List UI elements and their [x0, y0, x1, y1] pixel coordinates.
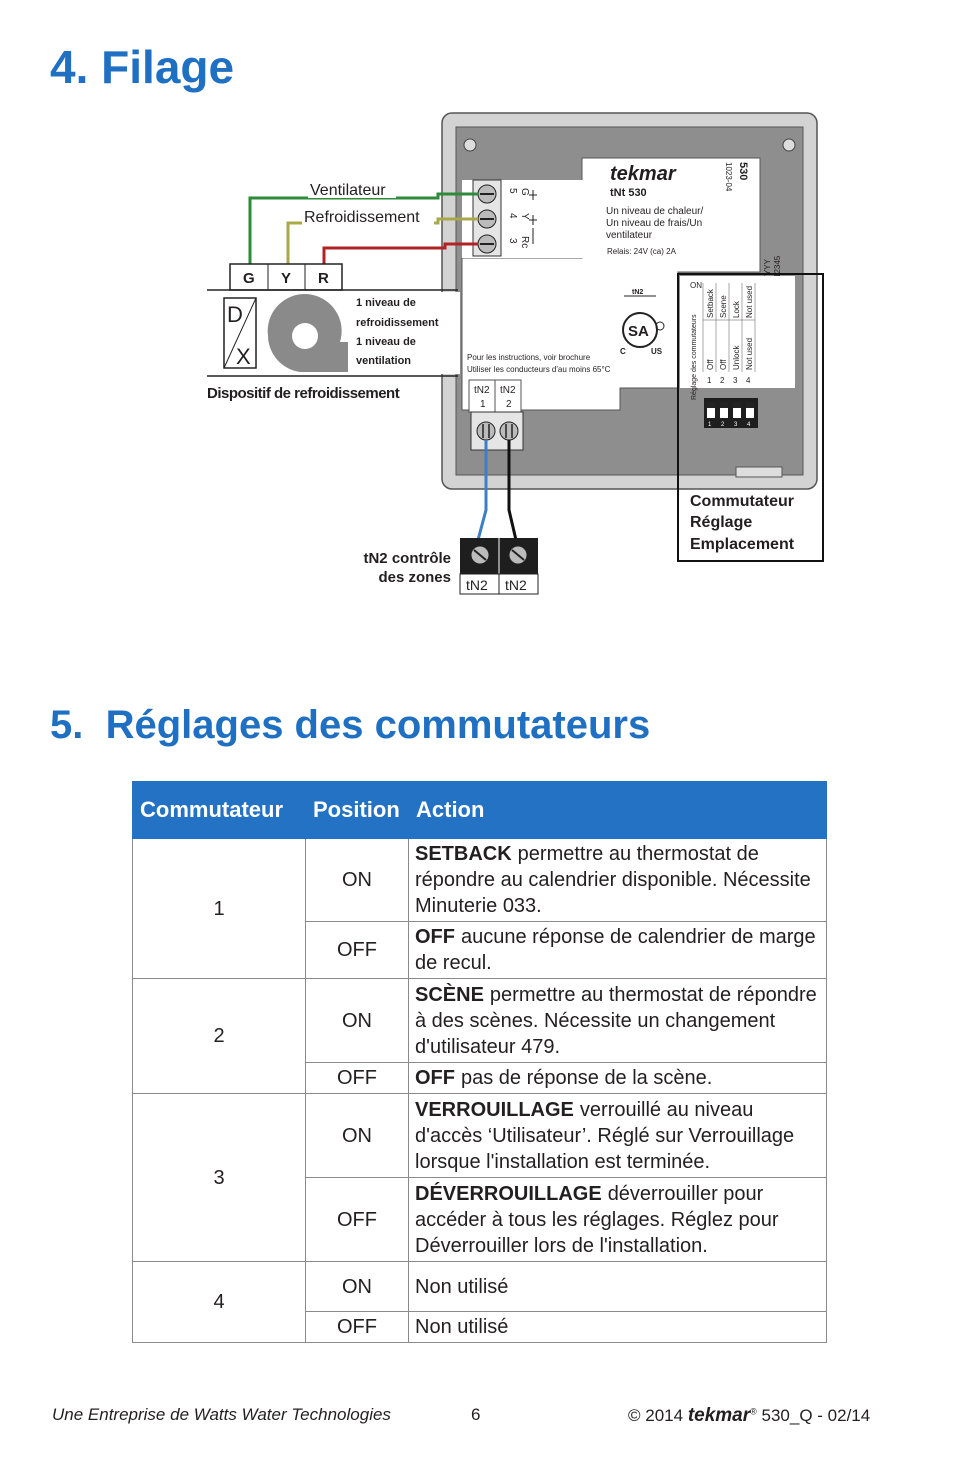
action-text: Non utilisé: [415, 1275, 509, 1298]
terminal-letter: G: [519, 188, 530, 196]
svg-text:D: D: [227, 302, 243, 327]
tn2-pin-num: 1: [480, 399, 486, 410]
section-5-text: Réglages des commutateurs: [105, 703, 651, 747]
section-4-number: 4.: [50, 41, 89, 93]
description-line: Un niveau de chaleur/: [606, 206, 704, 217]
tn2-pin-num: 2: [506, 399, 512, 410]
tn2-pin-name: tN2: [500, 385, 516, 396]
device-terminal: R: [318, 270, 329, 287]
switch-box-line: Emplacement: [690, 536, 795, 553]
section-5-title: [50, 703, 650, 748]
action-keyword: OFF: [415, 926, 455, 948]
position-cell: OFF: [306, 922, 409, 979]
action-text: déverrouiller pour accéder à tous les réglages. Réglez pour Déverrouiller lors de l'installation.: [415, 1182, 779, 1257]
switch-side-label: Réglage des commutateurs: [691, 314, 698, 400]
svg-text:3: 3: [734, 422, 738, 428]
footer-doc-code: 530_Q - 02/14: [761, 1406, 871, 1425]
action-cell: [409, 1312, 827, 1343]
device-note: 1 niveau de: [356, 336, 416, 348]
switch-number: 2: [720, 376, 725, 385]
position-cell: ON: [306, 979, 409, 1063]
footer-page-number: 6: [471, 1405, 481, 1424]
device-label: Dispositif de refroidissement: [207, 385, 400, 402]
svg-text:2: 2: [721, 422, 725, 428]
terminal-letter: Rc: [519, 236, 530, 249]
section-4-text: Filage: [101, 41, 235, 93]
section-5-number: 5.: [50, 703, 84, 747]
terminal-screw-icon: [500, 422, 518, 440]
terminal-number: 4: [507, 213, 518, 219]
table-row: [133, 839, 827, 922]
footer-brand-logo: tekmar: [687, 1405, 751, 1426]
terminal-number: 3: [507, 238, 518, 244]
zone-label-line: des zones: [378, 569, 451, 586]
copyright-text: © 2014: [628, 1406, 684, 1425]
terminal-screw-icon: [478, 235, 496, 253]
switch-on-option: Scene: [719, 295, 728, 318]
header-position: Position: [306, 782, 409, 839]
terminal-screw-icon: [478, 185, 496, 203]
wire-label-cool: Refroidissement: [304, 209, 420, 226]
screw-hole-icon: [464, 139, 476, 151]
zone-terminal-label: tN2: [505, 577, 527, 593]
switch-off-option: Off: [719, 359, 728, 370]
switch-on-label: ON: [690, 281, 702, 290]
table-header-row: [133, 782, 827, 839]
wiring-diagram: [0, 0, 954, 640]
svg-text:C: C: [620, 347, 626, 356]
switch-number-cell: 2: [133, 979, 306, 1094]
date-code: 1023-04: [724, 162, 733, 192]
position-cell: OFF: [306, 1178, 409, 1262]
action-keyword: OFF: [415, 1067, 455, 1089]
tn2-pin-name: tN2: [474, 385, 490, 396]
footer-company: Une Entreprise de Watts Water Technologies: [52, 1405, 391, 1424]
action-cell: [409, 1178, 827, 1262]
table-row: [133, 1262, 827, 1312]
device-terminal: G: [243, 270, 255, 287]
registered-mark: ®: [750, 1406, 757, 1417]
terminal-screw-icon: [471, 546, 489, 564]
action-keyword: SCÈNE: [415, 983, 484, 1006]
action-keyword: SETBACK: [415, 843, 512, 865]
position-cell: OFF: [306, 1063, 409, 1094]
device-note: 1 niveau de: [356, 297, 416, 309]
svg-text:US: US: [651, 347, 663, 356]
switch-box-line: Réglage: [690, 514, 753, 531]
dx-symbol-icon: [224, 298, 256, 369]
terminal-number: 5: [507, 188, 518, 194]
action-text: Non utilisé: [415, 1316, 509, 1338]
description-line: ventilateur: [606, 230, 653, 241]
model-code: 530: [737, 162, 749, 181]
screw-hole-icon: [783, 139, 795, 151]
zone-terminal-label: tN2: [466, 577, 488, 593]
position-cell: ON: [306, 1262, 409, 1312]
instruction-line: Pour les instructions, voir brochure: [467, 353, 591, 362]
switch-on-option: Lock: [732, 301, 741, 318]
header-action: Action: [409, 782, 827, 839]
description-line: Un niveau de frais/Un: [606, 218, 703, 229]
svg-text:4: 4: [747, 422, 751, 428]
action-text: permettre au thermostat de répondre au calendrier disponible. Nécessite Minuterie 033.: [415, 843, 811, 917]
action-keyword: VERROUILLAGE: [415, 1098, 574, 1121]
switch-number-cell: 1: [133, 839, 306, 979]
relay-rating: Relais: 24V (ca) 2A: [607, 247, 676, 256]
action-cell: [409, 839, 827, 922]
model-label: tNt 530: [610, 187, 647, 199]
switch-number: 3: [733, 376, 738, 385]
action-text: verrouillé au niveau d'accès ‘Utilisateur’. Réglé sur Verrouillage lorsque l'installation est terminée.: [415, 1098, 795, 1173]
switch-off-option: Off: [706, 359, 715, 370]
blower-fan-icon: [268, 294, 348, 372]
switch-on-option: Setback: [706, 289, 715, 318]
device-terminal: Y: [281, 270, 292, 287]
terminal-screw-icon: [478, 210, 496, 228]
device-note: ventilation: [356, 355, 412, 367]
device-note: refroidissement: [356, 317, 439, 329]
zone-label-line: tN2 contrôle: [363, 550, 451, 567]
footer-copyright: [628, 1405, 870, 1427]
switch-number-cell: 4: [133, 1262, 306, 1343]
table-row: [133, 979, 827, 1063]
dip-switch-icon: [704, 398, 758, 428]
action-cell: [409, 979, 827, 1063]
switch-number-cell: 3: [133, 1094, 306, 1262]
action-text: aucune réponse de calendrier de marge de recul.: [415, 926, 816, 974]
terminal-screw-icon: [477, 422, 495, 440]
switch-settings-table: [132, 781, 827, 1343]
switch-on-option: Not used: [745, 285, 754, 318]
svg-text:SA: SA: [628, 323, 649, 340]
svg-text:tN2: tN2: [632, 289, 644, 296]
switch-off-option: Unlock: [732, 345, 741, 370]
terminal-letter: Y: [519, 213, 530, 220]
brand-logo: tekmar: [610, 163, 676, 185]
position-cell: ON: [306, 1094, 409, 1178]
position-cell: OFF: [306, 1312, 409, 1343]
action-text: permettre au thermostat de répondre à des scènes. Nécessite un changement d'utilisateur 479.: [415, 983, 817, 1058]
header-switch: Commutateur: [133, 782, 306, 839]
action-keyword: DÉVERROUILLAGE: [415, 1182, 602, 1205]
switch-number: 4: [746, 376, 751, 385]
switch-box-line: Commutateur: [690, 493, 795, 510]
action-cell: [409, 1063, 827, 1094]
svg-text:1: 1: [708, 422, 712, 428]
position-cell: ON: [306, 839, 409, 922]
wire-label-fan: Ventilateur: [310, 182, 386, 199]
action-text: pas de réponse de la scène.: [461, 1067, 713, 1089]
action-cell: [409, 1262, 827, 1312]
table-row: [133, 1094, 827, 1178]
action-cell: [409, 922, 827, 979]
terminal-screw-icon: [509, 546, 527, 564]
switch-off-option: Not used: [745, 337, 754, 370]
instruction-line: Utiliser les conducteurs d'au moins 65°C: [467, 365, 611, 374]
svg-text:X: X: [236, 344, 251, 369]
action-cell: [409, 1094, 827, 1178]
switch-number: 1: [707, 376, 712, 385]
